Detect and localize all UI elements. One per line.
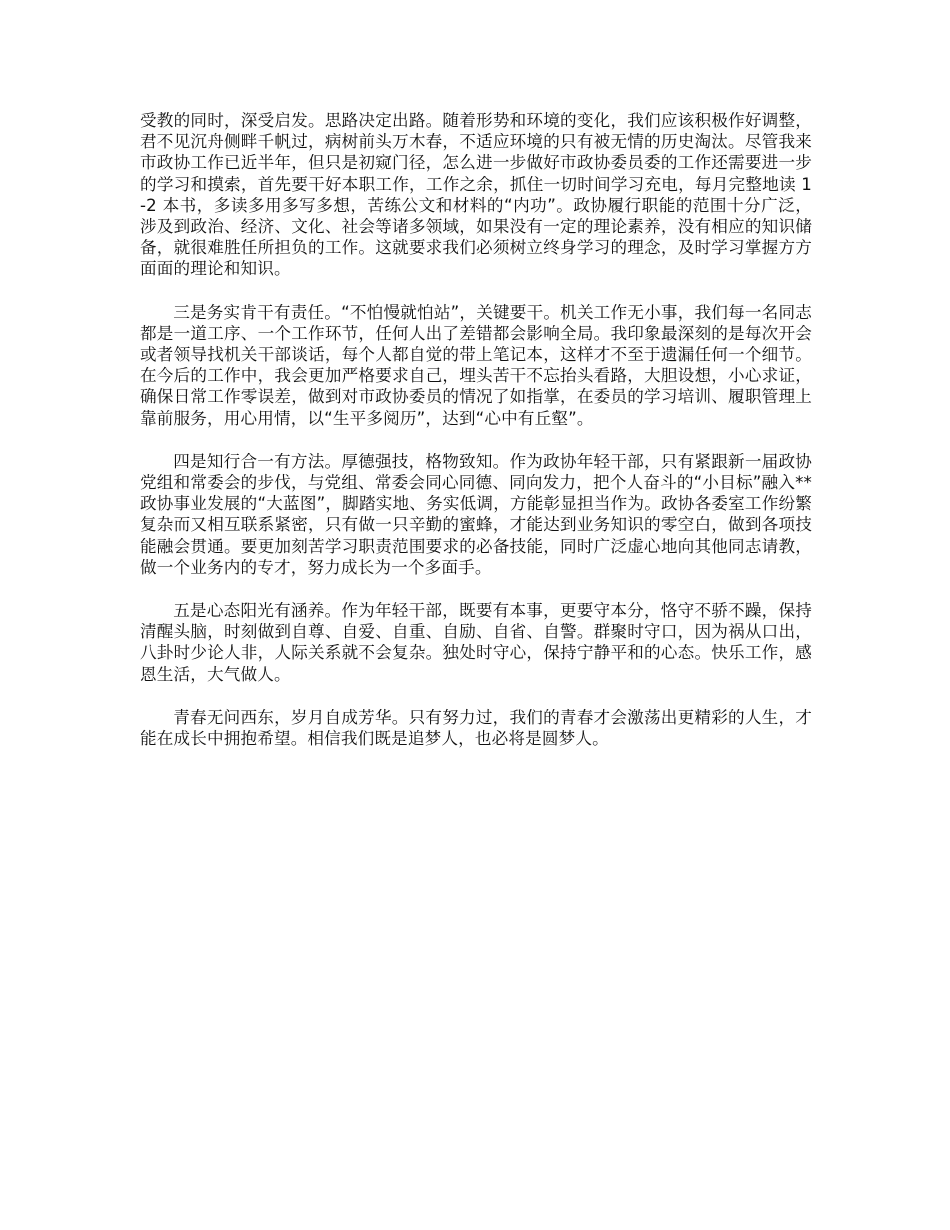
paragraph-method: 四是知行合一有方法。厚德强技，格物致知。作为政协年轻干部，只有紧跟新一届政协党组和常委会的步伐，与党组、常委会同心同德、同向发力，把个人奋斗的“小目标”融入**政协事业发展的“大蓝图”，脚踏实地、务实低调，方能彰显担当作为。政协各委室工作纷繁复杂而又相互联系紧密，只有做一只辛勤的蜜蜂，才能达到业务知识的零空白，做到各项技能融会贯通。要更加刻苦学习职责范围要求的必备技能，同时广泛虚心地向其他同志请教，做一个业务内的专才，努力成长为一个多面手。 [140,451,812,577]
paragraph-youth: 青春无问西东，岁月自成芳华。只有努力过，我们的青春才会激荡出更精彩的人生，才能在成长中拥抱希望。相信我们既是追梦人，也必将是圆梦人。 [140,707,812,749]
paragraph-responsibility: 三是务实肯干有责任。“不怕慢就怕站”，关键要干。机关工作无小事，我们每一名同志都是一道工序、一个工作环节，任何人出了差错都会影响全局。我印象最深刻的是每次开会或者领导找机关干部谈话，每个人都自觉的带上笔记本，这样才不至于遗漏任何一个细节。在今后的工作中，我会更加严格要求自己，埋头苦干不忘抬头看路，大胆设想，小心求证，确保日常工作零误差，做到对市政协委员的情况了如指掌，在委员的学习培训、履职管理上靠前服务，用心用情，以“生平多阅历”，达到“心中有丘壑”。 [140,302,812,428]
paragraph-mindset: 五是心态阳光有涵养。作为年轻干部，既要有本事，更要守本分，恪守不骄不躁，保持清醒头脑，时刻做到自尊、自爱、自重、自励、自省、自警。群聚时守口，因为祸从口出，八卦时少论人非，人际关系就不会复杂。独处时守心，保持宁静平和的心态。快乐工作，感恩生活，大气做人。 [140,601,812,684]
paragraph-learning: 受教的同时，深受启发。思路决定出路。随着形势和环境的变化，我们应该积极作好调整，君不见沉舟侧畔千帆过，病树前头万木春，不适应环境的只有被无情的历史淘汰。尽管我来市政协工作已近半年，但只是初窥门径，怎么进一步做好市政协委员委的工作还需要进一步的学习和摸索，首先要干好本职工作，工作之余，抓住一切时间学习充电，每月完整地读 1-2 本书，多读多用多写多想，苦练公文和材料的“内功”。政协履行职能的范围十分广泛，涉及到政治、经济、文化、社会等诸多领域，如果没有一定的理论素养，没有相应的知识储备，就很难胜任所担负的工作。这就要求我们必须树立终身学习的理念，及时学习掌握方方面面的理论和知识。 [140,111,812,279]
document-page [140,110,812,771]
